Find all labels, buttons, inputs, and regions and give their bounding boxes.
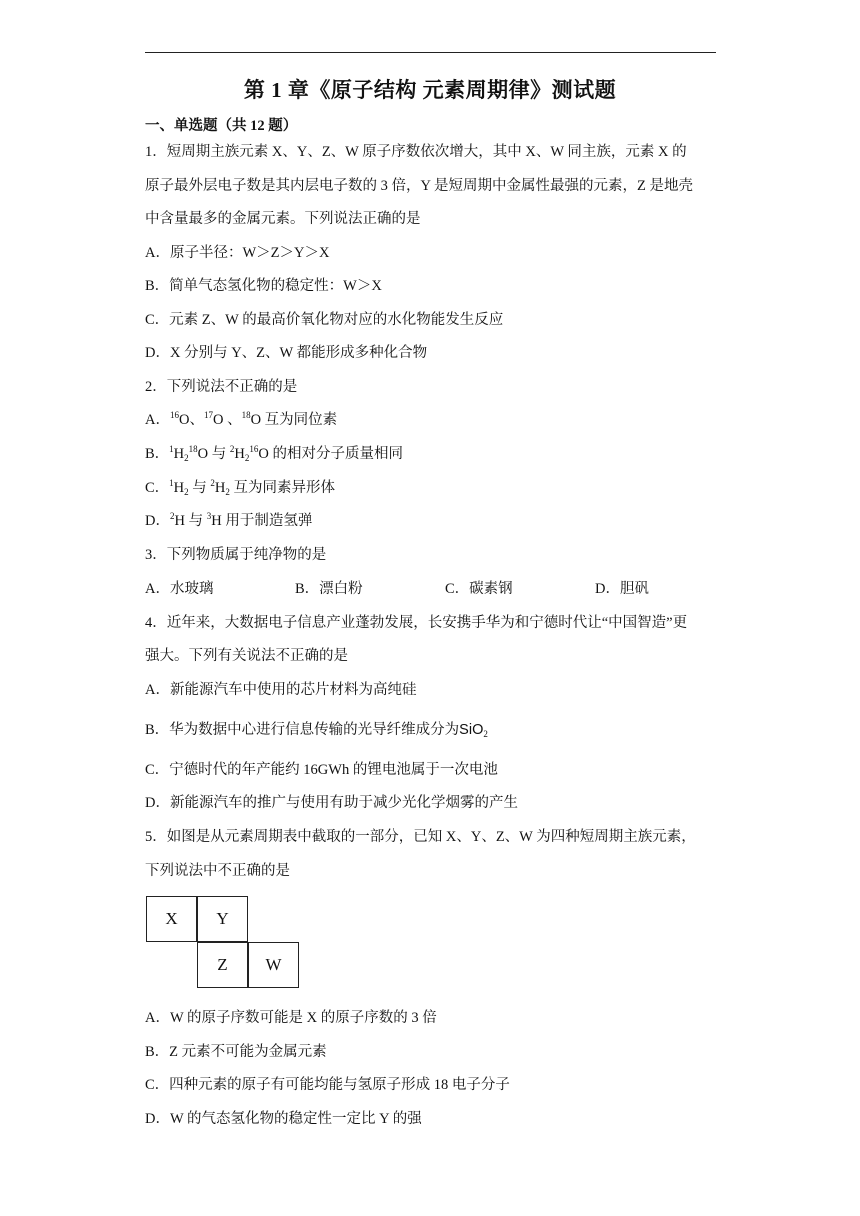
q5-stem-line-1: 5．如图是从元素周期表中截取的一部分，已知 X、Y、Z、W 为四种短周期主族元素， — [145, 829, 696, 845]
q1-stem-line-1: 1．短周期主族元素 X、Y、Z、W 原子序数依次增大，其中 X、W 同主族，元素 X 的 — [145, 144, 687, 160]
q3-option-d: D．胆矾 — [595, 581, 649, 597]
q1-stem-line-3: 中含量最多的金属元素。下列说法正确的是 — [145, 211, 421, 227]
header-rule — [145, 52, 716, 53]
page-title: 第 1 章《原子结构 元素周期律》测试题 — [243, 78, 617, 102]
q1-option-a: A．原子半径：W＞Z＞Y＞X — [145, 245, 330, 261]
q2-option-b: B．$^1H_2^{18}O$ 与 $^2H_2^{16}O$ 的相对分子质量相同 — [145, 444, 403, 463]
q2-option-a: A．$^{16}$O、$^{17}$O 、$^{18}$O 互为同位素 — [145, 410, 338, 428]
q3-stem: 3．下列物质属于纯净物的是 — [145, 547, 327, 563]
q4-option-c: C．宁德时代的年产能约 16GWh 的锂电池属于一次电池 — [145, 762, 498, 778]
section-heading: 一、单选题（共 12 题） — [145, 118, 298, 134]
q2-option-d: D．$^2$H 与 $^3$H 用于制造氢弹 — [145, 511, 313, 529]
table-cell-x: X — [146, 896, 197, 942]
q1-stem-line-2: 原子最外层电子数是其内层电子数的 3 倍，Y 是短周期中金属性最强的元素，Z 是地壳 — [145, 178, 694, 194]
q4-option-a: A．新能源汽车中使用的芯片材料为高纯硅 — [145, 682, 417, 698]
q5-option-b: B．Z 元素不可能为金属元素 — [145, 1044, 327, 1060]
q4-stem-line-1: 4．近年来，大数据电子信息产业蓬勃发展，长安携手华为和宁德时代让“中国智造”更 — [145, 615, 688, 631]
q1-option-b: B．简单气态氢化物的稳定性：W＞X — [145, 278, 382, 294]
q5-option-a: A．W 的原子序数可能是 X 的原子序数的 3 倍 — [145, 1010, 437, 1026]
table-cell-z: Z — [197, 942, 248, 988]
q3-option-b: B．漂白粉 — [295, 581, 363, 597]
q1-option-c: C．元素 Z、W 的最高价氧化物对应的水化物能发生反应 — [145, 312, 504, 328]
q5-stem-line-2: 下列说法中不正确的是 — [145, 863, 290, 879]
q4-option-d: D．新能源汽车的推广与使用有助于减少光化学烟雾的产生 — [145, 795, 518, 811]
q1-option-d: D．X 分别与 Y、Z、W 都能形成多种化合物 — [145, 345, 428, 361]
q3-option-c: C．碳素钢 — [445, 581, 513, 597]
q2-stem: 2．下列说法不正确的是 — [145, 379, 298, 395]
q5-option-d: D．W 的气态氢化物的稳定性一定比 Y 的强 — [145, 1111, 422, 1127]
table-cell-w: W — [248, 942, 299, 988]
q5-option-c: C．四种元素的原子有可能均能与氢原子形成 18 电子分子 — [145, 1077, 510, 1093]
q4-stem-line-2: 强大。下列有关说法不正确的是 — [145, 648, 348, 664]
q3-option-a: A．水玻璃 — [145, 581, 214, 597]
q4-option-b: B．华为数据中心进行信息传输的光导纤维成分为SiO$_2$ — [145, 722, 488, 739]
q2-option-c: C．$^1H_2$ 与 $^2H_2$ 互为同素异形体 — [145, 478, 336, 497]
table-cell-y: Y — [197, 896, 248, 942]
periodic-table-fragment — [146, 896, 304, 992]
